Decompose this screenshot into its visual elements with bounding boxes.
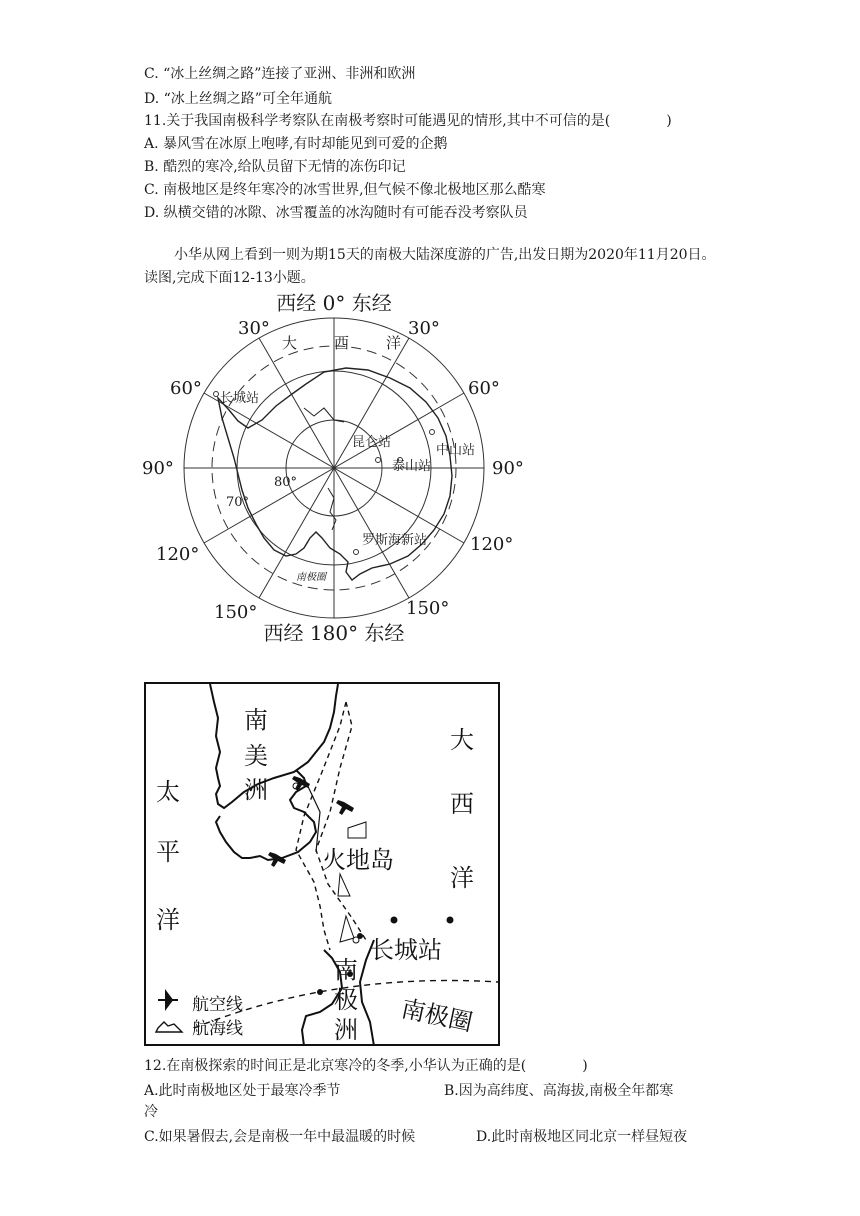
label-antarctic-circle: 南极圈 — [398, 994, 476, 1037]
q12-stem-close: ) — [582, 1058, 588, 1074]
q12-options-row-2 — [144, 1126, 724, 1148]
legend-air-label: 航空线 — [192, 995, 243, 1015]
label-antarctica-1: 南 — [334, 956, 358, 984]
q12-option-b: B.因为高纬度、高海拔,南极全年都寒 — [444, 1083, 674, 1099]
label-pacific-2: 平 — [156, 838, 180, 866]
label-south-america-3: 洲 — [244, 776, 268, 804]
label-south-america-2: 美 — [244, 742, 268, 770]
label-lat-70: 70° — [226, 495, 250, 510]
station-zhongshan: 中山站 — [436, 443, 476, 458]
airplane-icon — [336, 800, 354, 815]
label-antarctica-3: 洲 — [334, 1016, 358, 1044]
label-90w: 90° — [142, 458, 174, 479]
label-30e: 30° — [408, 318, 440, 339]
legend-ship-icon — [156, 1022, 182, 1032]
label-150e: 150° — [406, 598, 450, 619]
label-atlantic-3: 洋 — [450, 864, 474, 892]
label-150w: 150° — [214, 602, 258, 623]
q12-stem-text: 12.在南极探索的时间正是北京寒冷的冬季,小华认为正确的是( — [144, 1058, 527, 1074]
legend-airplane-icon — [158, 992, 178, 1008]
label-antarctica-2: 极 — [334, 986, 358, 1014]
label-tierra-del-fuego: 火地岛 — [322, 846, 394, 874]
q10-option-d: D. “冰上丝绸之路”可全年通航 — [144, 91, 332, 107]
label-pacific-3: 洋 — [156, 906, 180, 934]
ocean-char-1: 大 — [282, 334, 298, 352]
q11-option-b: B. 酷烈的寒冷,给队员留下无情的冻伤印记 — [144, 159, 406, 175]
q12-options-row-1 — [144, 1080, 724, 1102]
q12-option-d: D.此时南极地区同北京一样昼短夜 — [476, 1129, 688, 1145]
label-90e: 90° — [492, 458, 524, 479]
q11-stem — [144, 111, 672, 131]
label-atlantic-2: 西 — [450, 790, 474, 818]
label-60e: 60° — [468, 378, 500, 399]
ocean-char-3: 洋 — [386, 334, 402, 352]
antarctic-polar-map — [140, 288, 540, 648]
q12-option-c: C.如果暑假去,会是南极一年中最温暖的时候 — [144, 1129, 416, 1145]
q11-option-a: A. 暴风雪在冰原上咆哮,有时却能见到可爱的企鹅 — [144, 136, 448, 152]
label-atlantic-1: 大 — [450, 726, 474, 754]
legend-sea-label: 航海线 — [192, 1019, 243, 1039]
label-south-america-1: 南 — [244, 706, 268, 734]
label-lat-80: 80° — [274, 475, 298, 490]
material-intro: 小华从网上看到一则为期15天的南极大陆深度游的广告,出发日期为2020年11月20日。读图,完成下面12-13小题。 — [144, 247, 716, 286]
label-pacific-1: 太 — [156, 778, 180, 806]
antarctic-circle-label: 南极圈 — [296, 572, 326, 583]
map-top-label: 西经 0° 东经 — [276, 291, 392, 315]
south-america-coast — [210, 684, 338, 860]
label-30w: 30° — [238, 318, 270, 339]
label-120w: 120° — [156, 544, 200, 565]
route-map — [144, 682, 502, 1048]
q12-stem — [144, 1056, 588, 1076]
q11-option-c: C. 南极地区是终年寒冷的冰雪世界,但气候不像北极地区那么酷寒 — [144, 182, 546, 198]
label-changcheng: 长城站 — [370, 936, 442, 964]
station-taishan: 泰山站 — [392, 459, 432, 474]
station-changcheng: 长城站 — [220, 391, 260, 406]
q11-stem-close: ) — [666, 113, 672, 129]
map-bottom-label: 西经 180° 东经 — [263, 621, 405, 645]
station-luosihai: 罗斯海新站 — [362, 533, 428, 548]
station-kunlun: 昆仑站 — [352, 435, 392, 450]
ocean-char-2: 西 — [334, 334, 350, 352]
q12-option-a: A.此时南极地区处于最寒冷季节 — [144, 1083, 341, 1099]
q10-option-c: C. “冰上丝绸之路”连接了亚洲、非洲和欧洲 — [144, 66, 416, 82]
label-120e: 120° — [470, 534, 514, 555]
label-60w: 60° — [170, 378, 202, 399]
q11-option-d: D. 纵横交错的冰隙、冰雪覆盖的冰沟随时有可能吞没考察队员 — [144, 205, 528, 221]
q12-option-b-wrap: 冷 — [144, 1104, 158, 1120]
q11-stem-text: 11.关于我国南极科学考察队在南极考察时可能遇见的情形,其中不可信的是( — [144, 113, 611, 129]
